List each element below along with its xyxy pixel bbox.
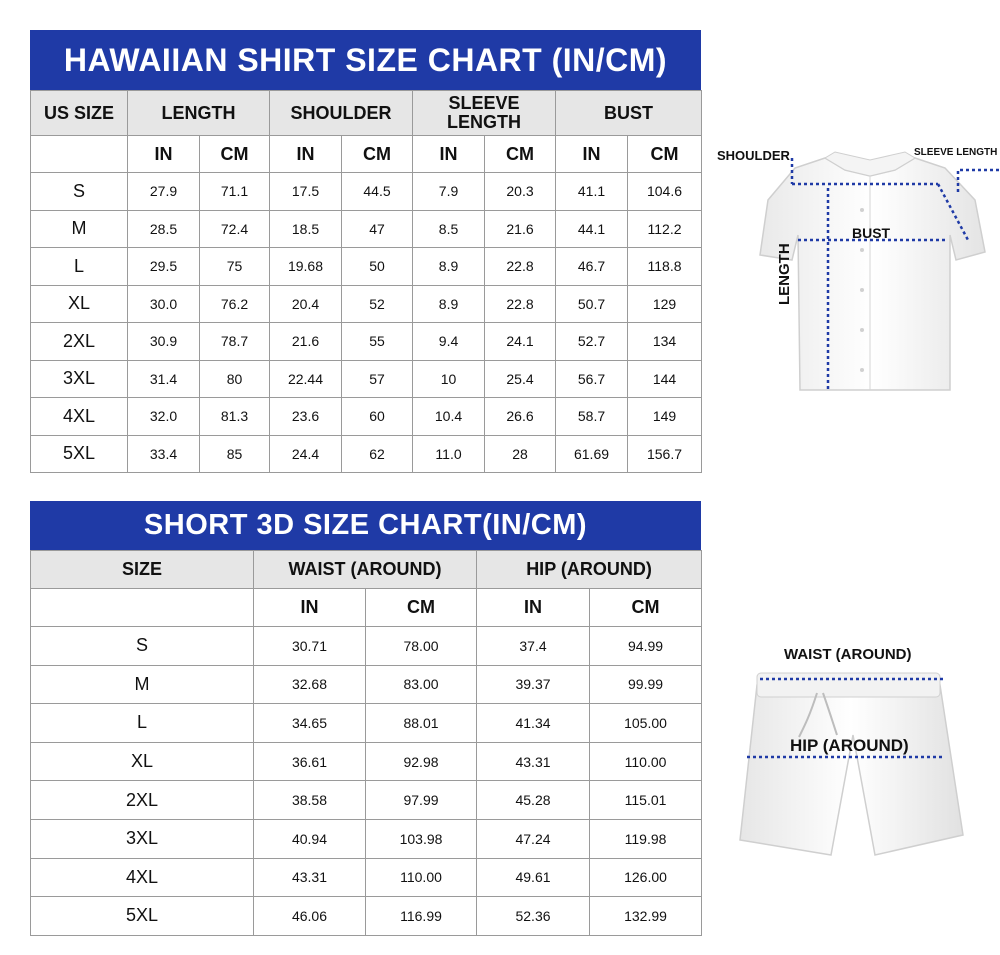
value-cell: 9.4 <box>413 323 485 361</box>
short-header-row <box>31 551 702 589</box>
value-cell: 76.2 <box>200 285 270 323</box>
bust-label: BUST <box>852 225 891 241</box>
value-cell: 110.00 <box>366 858 477 897</box>
size-cell: 4XL <box>31 398 128 436</box>
value-cell: 22.44 <box>270 360 342 398</box>
value-cell: 156.7 <box>628 435 702 473</box>
shirt-size-chart <box>30 30 701 473</box>
size-cell: 2XL <box>31 323 128 361</box>
value-cell: 11.0 <box>413 435 485 473</box>
sleeve-line2: LENGTH <box>447 112 522 132</box>
value-cell: 75 <box>200 248 270 286</box>
shoulder-label: SHOULDER <box>717 148 790 163</box>
value-cell: 94.99 <box>590 627 702 666</box>
value-cell: 26.6 <box>485 398 556 436</box>
table-row <box>31 819 702 858</box>
value-cell: 50.7 <box>556 285 628 323</box>
value-cell: 20.4 <box>270 285 342 323</box>
value-cell: 30.9 <box>128 323 200 361</box>
value-cell: 43.31 <box>477 742 590 781</box>
value-cell: 85 <box>200 435 270 473</box>
shirt-unit-row <box>31 136 702 173</box>
value-cell: 126.00 <box>590 858 702 897</box>
size-cell: 4XL <box>31 858 254 897</box>
value-cell: 45.28 <box>477 781 590 820</box>
value-cell: 119.98 <box>590 819 702 858</box>
header-sleeve-length <box>413 91 556 136</box>
value-cell: 7.9 <box>413 173 485 211</box>
value-cell: 44.1 <box>556 210 628 248</box>
shirt-illustration <box>700 140 1000 400</box>
unit-in: IN <box>477 589 590 627</box>
unit-in: IN <box>270 136 342 173</box>
size-cell: 3XL <box>31 819 254 858</box>
value-cell: 132.99 <box>590 897 702 936</box>
value-cell: 39.37 <box>477 665 590 704</box>
value-cell: 47.24 <box>477 819 590 858</box>
table-row <box>31 248 702 286</box>
unit-cm: CM <box>366 589 477 627</box>
value-cell: 29.5 <box>128 248 200 286</box>
value-cell: 38.58 <box>254 781 366 820</box>
hip-label: HIP (AROUND) <box>790 736 909 755</box>
value-cell: 81.3 <box>200 398 270 436</box>
value-cell: 18.5 <box>270 210 342 248</box>
table-row <box>31 435 702 473</box>
value-cell: 99.99 <box>590 665 702 704</box>
value-cell: 28 <box>485 435 556 473</box>
table-row <box>31 323 702 361</box>
value-cell: 10.4 <box>413 398 485 436</box>
value-cell: 22.8 <box>485 285 556 323</box>
value-cell: 72.4 <box>200 210 270 248</box>
size-cell: M <box>31 210 128 248</box>
size-cell: 2XL <box>31 781 254 820</box>
shirt-header-row <box>31 91 702 136</box>
unit-cm: CM <box>485 136 556 173</box>
unit-in: IN <box>254 589 366 627</box>
value-cell: 62 <box>342 435 413 473</box>
value-cell: 21.6 <box>270 323 342 361</box>
value-cell: 36.61 <box>254 742 366 781</box>
size-cell: L <box>31 704 254 743</box>
value-cell: 129 <box>628 285 702 323</box>
value-cell: 24.1 <box>485 323 556 361</box>
value-cell: 21.6 <box>485 210 556 248</box>
table-row <box>31 398 702 436</box>
header-bust: BUST <box>556 91 702 136</box>
waist-label: WAIST (AROUND) <box>784 646 912 663</box>
sleeve-line1: SLEEVE <box>448 93 520 113</box>
table-row <box>31 858 702 897</box>
value-cell: 61.69 <box>556 435 628 473</box>
header-shoulder: SHOULDER <box>270 91 413 136</box>
value-cell: 30.71 <box>254 627 366 666</box>
value-cell: 118.8 <box>628 248 702 286</box>
table-row <box>31 665 702 704</box>
unit-cm: CM <box>342 136 413 173</box>
value-cell: 8.9 <box>413 248 485 286</box>
header-us-size: US SIZE <box>31 91 128 136</box>
size-cell: 5XL <box>31 897 254 936</box>
header-waist: WAIST (AROUND) <box>254 551 477 589</box>
value-cell: 8.5 <box>413 210 485 248</box>
value-cell: 71.1 <box>200 173 270 211</box>
unit-blank <box>31 589 254 627</box>
header-hip: HIP (AROUND) <box>477 551 702 589</box>
value-cell: 52 <box>342 285 413 323</box>
header-size: SIZE <box>31 551 254 589</box>
value-cell: 88.01 <box>366 704 477 743</box>
value-cell: 115.01 <box>590 781 702 820</box>
table-row <box>31 210 702 248</box>
value-cell: 32.68 <box>254 665 366 704</box>
value-cell: 10 <box>413 360 485 398</box>
table-row <box>31 897 702 936</box>
value-cell: 40.94 <box>254 819 366 858</box>
shirt-chart-title: HAWAIIAN SHIRT SIZE CHART (IN/CM) <box>30 30 701 90</box>
value-cell: 116.99 <box>366 897 477 936</box>
value-cell: 47 <box>342 210 413 248</box>
table-row <box>31 742 702 781</box>
value-cell: 149 <box>628 398 702 436</box>
value-cell: 24.4 <box>270 435 342 473</box>
length-label: LENGTH <box>776 243 793 305</box>
size-cell: XL <box>31 742 254 781</box>
shorts-illustration <box>735 665 975 875</box>
value-cell: 60 <box>342 398 413 436</box>
value-cell: 58.7 <box>556 398 628 436</box>
value-cell: 80 <box>200 360 270 398</box>
value-cell: 78.00 <box>366 627 477 666</box>
value-cell: 25.4 <box>485 360 556 398</box>
value-cell: 23.6 <box>270 398 342 436</box>
value-cell: 32.0 <box>128 398 200 436</box>
value-cell: 83.00 <box>366 665 477 704</box>
unit-in: IN <box>413 136 485 173</box>
sleeve-length-label: SLEEVE LENGTH <box>914 147 998 158</box>
size-cell: L <box>31 248 128 286</box>
short-unit-row <box>31 589 702 627</box>
table-row <box>31 173 702 211</box>
value-cell: 41.1 <box>556 173 628 211</box>
value-cell: 46.7 <box>556 248 628 286</box>
value-cell: 22.8 <box>485 248 556 286</box>
value-cell: 57 <box>342 360 413 398</box>
unit-cm: CM <box>200 136 270 173</box>
value-cell: 56.7 <box>556 360 628 398</box>
value-cell: 110.00 <box>590 742 702 781</box>
shirt-size-table <box>30 90 702 473</box>
value-cell: 104.6 <box>628 173 702 211</box>
value-cell: 37.4 <box>477 627 590 666</box>
value-cell: 41.34 <box>477 704 590 743</box>
value-cell: 30.0 <box>128 285 200 323</box>
value-cell: 52.7 <box>556 323 628 361</box>
value-cell: 78.7 <box>200 323 270 361</box>
value-cell: 49.61 <box>477 858 590 897</box>
value-cell: 27.9 <box>128 173 200 211</box>
size-cell: M <box>31 665 254 704</box>
size-cell: XL <box>31 285 128 323</box>
header-length: LENGTH <box>128 91 270 136</box>
value-cell: 144 <box>628 360 702 398</box>
value-cell: 43.31 <box>254 858 366 897</box>
table-row <box>31 704 702 743</box>
value-cell: 8.9 <box>413 285 485 323</box>
value-cell: 92.98 <box>366 742 477 781</box>
short-chart-title: SHORT 3D SIZE CHART(IN/CM) <box>30 501 701 550</box>
value-cell: 103.98 <box>366 819 477 858</box>
value-cell: 105.00 <box>590 704 702 743</box>
size-cell: 3XL <box>31 360 128 398</box>
value-cell: 44.5 <box>342 173 413 211</box>
unit-blank <box>31 136 128 173</box>
value-cell: 55 <box>342 323 413 361</box>
size-cell: 5XL <box>31 435 128 473</box>
size-cell: S <box>31 173 128 211</box>
unit-cm: CM <box>628 136 702 173</box>
unit-in: IN <box>128 136 200 173</box>
value-cell: 19.68 <box>270 248 342 286</box>
value-cell: 46.06 <box>254 897 366 936</box>
short-size-chart <box>30 501 701 936</box>
value-cell: 28.5 <box>128 210 200 248</box>
short-size-table <box>30 550 702 936</box>
unit-in: IN <box>556 136 628 173</box>
value-cell: 17.5 <box>270 173 342 211</box>
value-cell: 50 <box>342 248 413 286</box>
table-row <box>31 285 702 323</box>
value-cell: 97.99 <box>366 781 477 820</box>
value-cell: 34.65 <box>254 704 366 743</box>
value-cell: 52.36 <box>477 897 590 936</box>
unit-cm: CM <box>590 589 702 627</box>
value-cell: 33.4 <box>128 435 200 473</box>
table-row <box>31 781 702 820</box>
value-cell: 134 <box>628 323 702 361</box>
value-cell: 31.4 <box>128 360 200 398</box>
value-cell: 112.2 <box>628 210 702 248</box>
table-row <box>31 627 702 666</box>
table-row <box>31 360 702 398</box>
size-cell: S <box>31 627 254 666</box>
value-cell: 20.3 <box>485 173 556 211</box>
